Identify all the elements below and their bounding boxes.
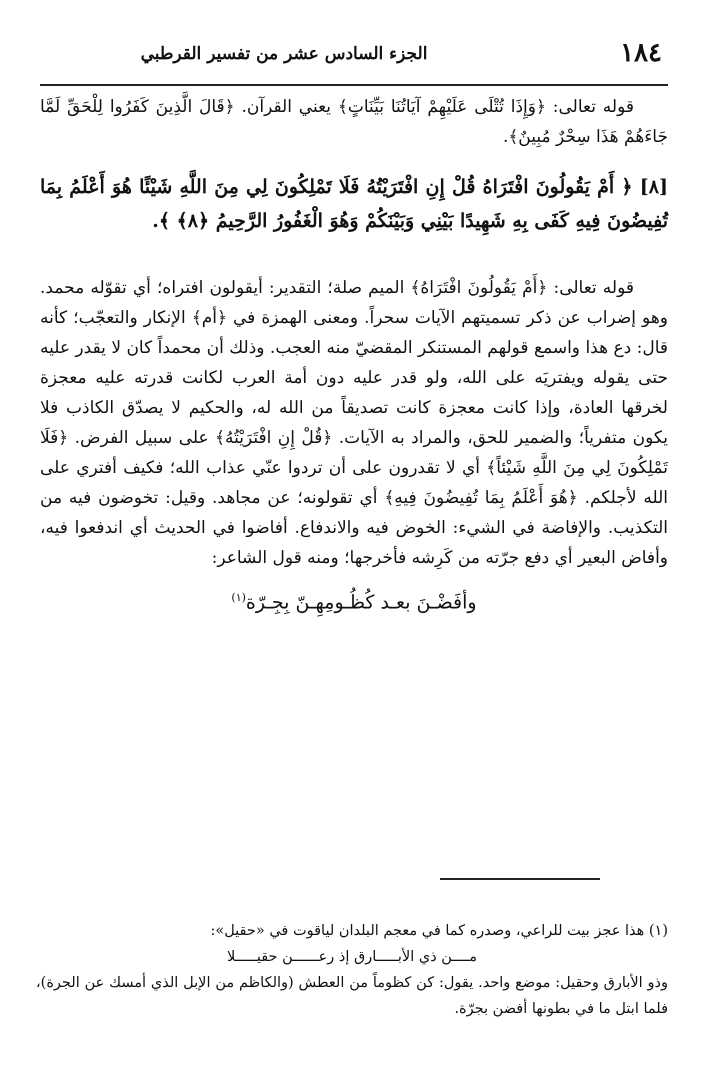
paragraph-intro [40,92,668,152]
footnote-reference: (١) [231,591,246,604]
header-rule [40,84,668,86]
footnote-line-2: وذو الأبارق وحقيل: موضع واحد. يقول: كن كظوماً من العطش (والكاظم من الإبل الذي أمسك عن الجرة)، فلما ابتل ما في بطونها أفضن بجرّة. [36,975,668,1017]
paragraph-intro-text: قوله تعالى: ﴿وَإِذَا تُتْلَى عَلَيْهِمْ آيَاتُنَا بَيِّنَاتٍ﴾ يعني القرآن. ﴿قَالَ الَّذِينَ كَفَرُوا لِلْحَقِّ لَمَّا جَاءَهُمْ هَذَا سِحْرٌ مُبِينٌ﴾. [40,97,668,147]
paragraph-commentary [40,273,668,573]
spacer [40,257,668,273]
poem-text: وأفَضْـنَ بعـد كُظُـومِهِـنّ بِجِـرّة [245,591,477,614]
page-header [40,38,668,78]
footnotes [36,918,668,1022]
verse-text: ﴿ أَمْ يَقُولُونَ افْتَرَاهُ قُلْ إِنِ افْتَرَيْتُهُ فَلَا تَمْلِكُونَ لِي مِنَ اللَّهِ شَيْئًا هُوَ أَعْلَمُ بِمَا تُفِيضُونَ فِيهِ كَفَى بِهِ شَهِيدًا بَيْنِي وَبَيْنَكُمْ وَهُوَ الْغَفُورُ الرَّحِيمُ ﴿٨﴾ ﴾. [40,176,668,232]
paragraph-commentary-text: قوله تعالى: ﴿أَمْ يَقُولُونَ افْتَرَاهُ﴾ الميم صلة؛ التقدير: أيقولون افتراه؛ أي تقوّله محمد. وهو إضراب عن ذكر تسميتهم الآيات سحراً. ومعنى الهمزة في ﴿أم﴾ الإنكار والتعجّب؛ كأنه قال: دع هذا واسمع قولهم المستنكر المقضيّ منه العجب. وذلك أن محمداً كان لا يقدر عليه حتى يقوله ويفتريَه على الله، ولو قدر عليه دون أمة العرب لكانت قدرته عليه معجزة لخرقها العادة، وإذا كانت معجزة كانت تصديقاً من الله له، والحكيم لا يصدّق الكاذب فلا يكون متفرياً؛ والضمير للحق، والمراد به الآيات. ﴿قُلْ إِنِ افْتَرَيْتُهُ﴾ على سبيل الفرض. ﴿فَلَا تَمْلِكُونَ لِي مِنَ اللَّهِ شَيْئاً﴾ أي لا تقدرون على أن تردوا عنّي عذاب الله؛ فكيف أفتري على الله لأجلكم. ﴿هُوَ أَعْلَمُ بِمَا تُفِيضُونَ فِيهِ﴾ أي تقولونه؛ عن مجاهد. وقيل: تخوضون فيه من التكذيب. والإفاضة في الشيء: الخوض فيه والاندفاع. أفاضوا في الحديث أي اندفعوا فيه، وأفاض البعير أي دفع جرّته من كَرِشه فأخرجها؛ ومنه قول الشاعر: [40,278,668,568]
footnote-rule [440,878,600,880]
page-number: ١٨٤ [620,38,662,68]
quran-verse [40,170,668,238]
poem-line [40,581,668,619]
page-body [40,92,668,638]
footnote-hemistich: مــــن ذي الأبـــــارق إذ رعــــــن حقيـــــلا [226,949,478,965]
footnote-line-1: (١) هذا عجز بيت للراعي، وصدره كما في معجم البلدان لياقوت في «حقيل»: [210,923,668,939]
verse-number: [٨] [639,176,668,198]
running-title: الجزء السادس عشر من تفسير القرطبي [140,44,428,64]
